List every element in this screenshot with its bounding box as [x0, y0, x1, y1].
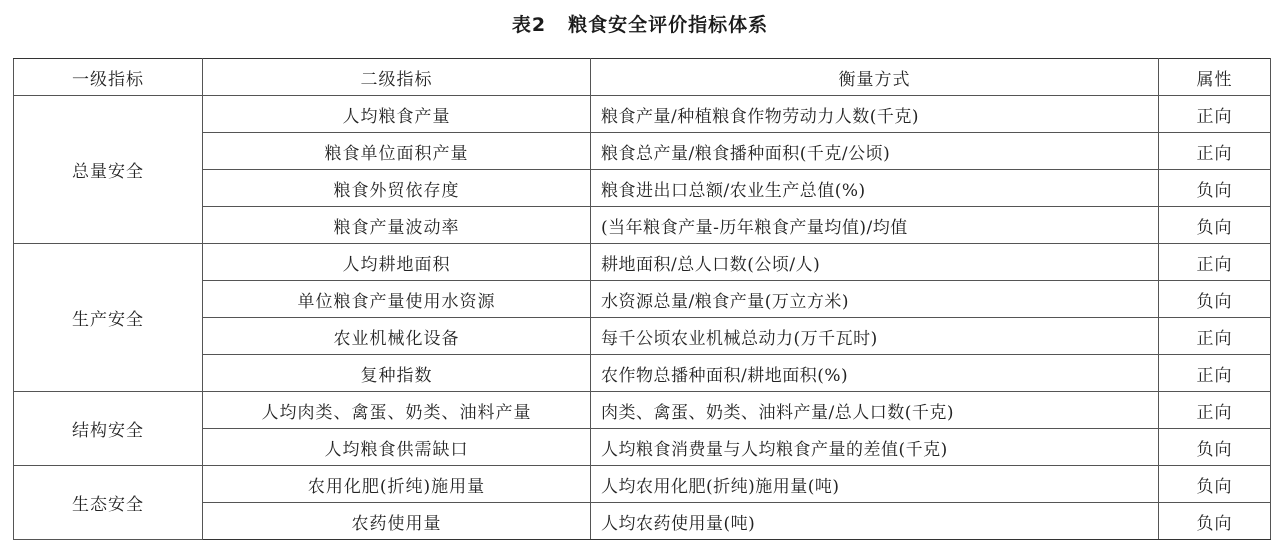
group-name-cell: 生态安全 — [14, 466, 203, 540]
indicator-cell: 粮食外贸依存度 — [203, 170, 591, 207]
table-number: 表2 — [511, 14, 547, 36]
measure-cell: 粮食进出口总额/农业生产总值(%) — [591, 170, 1159, 207]
measure-cell: 农作物总播种面积/耕地面积(%) — [591, 355, 1159, 392]
measure-cell: 人均粮食消费量与人均粮食产量的差值(千克) — [591, 429, 1159, 466]
indicator-cell: 农用化肥(折纯)施用量 — [203, 466, 591, 503]
group-name-cell: 总量安全 — [14, 96, 203, 244]
attribute-cell: 负向 — [1159, 466, 1271, 503]
measure-cell: 人均农用化肥(折纯)施用量(吨) — [591, 466, 1159, 503]
attribute-cell: 正向 — [1159, 133, 1271, 170]
attribute-cell: 正向 — [1159, 244, 1271, 281]
attribute-cell: 负向 — [1159, 207, 1271, 244]
indicator-cell: 农业机械化设备 — [203, 318, 591, 355]
measure-cell: 粮食产量/种植粮食作物劳动力人数(千克) — [591, 96, 1159, 133]
table-title: 粮食安全评价指标体系 — [568, 14, 769, 36]
measure-cell: (当年粮食产量-历年粮食产量均值)/均值 — [591, 207, 1159, 244]
attribute-cell: 负向 — [1159, 170, 1271, 207]
attribute-cell: 正向 — [1159, 318, 1271, 355]
attribute-cell: 负向 — [1159, 281, 1271, 318]
attribute-cell: 负向 — [1159, 429, 1271, 466]
group-name-cell: 结构安全 — [14, 392, 203, 466]
attribute-cell: 正向 — [1159, 355, 1271, 392]
indicator-cell: 人均肉类、禽蛋、奶类、油料产量 — [203, 392, 591, 429]
indicator-cell: 人均粮食产量 — [203, 96, 591, 133]
header-level1: 一级指标 — [14, 59, 203, 96]
measure-cell: 肉类、禽蛋、奶类、油料产量/总人口数(千克) — [591, 392, 1159, 429]
measure-cell: 耕地面积/总人口数(公顷/人) — [591, 244, 1159, 281]
attribute-cell: 负向 — [1159, 503, 1271, 540]
indicator-cell: 人均粮食供需缺口 — [203, 429, 591, 466]
measure-cell: 人均农药使用量(吨) — [591, 503, 1159, 540]
measure-cell: 每千公顷农业机械总动力(万千瓦时) — [591, 318, 1159, 355]
table-row — [14, 281, 1271, 318]
measure-cell: 水资源总量/粮食产量(万立方米) — [591, 281, 1159, 318]
table-row — [14, 244, 1271, 281]
indicator-cell: 单位粮食产量使用水资源 — [203, 281, 591, 318]
table-row — [14, 355, 1271, 392]
table-row — [14, 429, 1271, 466]
table-row — [14, 503, 1271, 540]
indicator-cell: 农药使用量 — [203, 503, 591, 540]
table-row — [14, 207, 1271, 244]
table-row — [14, 318, 1271, 355]
table-row — [14, 466, 1271, 503]
indicator-cell: 复种指数 — [203, 355, 591, 392]
header-measure: 衡量方式 — [591, 59, 1159, 96]
attribute-cell: 正向 — [1159, 392, 1271, 429]
table-caption — [0, 10, 1280, 37]
group-name-cell: 生产安全 — [14, 244, 203, 392]
measure-cell: 粮食总产量/粮食播种面积(千克/公顷) — [591, 133, 1159, 170]
attribute-cell: 正向 — [1159, 96, 1271, 133]
indicator-table — [13, 58, 1271, 540]
table-row — [14, 392, 1271, 429]
indicator-cell: 粮食单位面积产量 — [203, 133, 591, 170]
header-level2: 二级指标 — [203, 59, 591, 96]
table-row — [14, 96, 1271, 133]
indicator-cell: 粮食产量波动率 — [203, 207, 591, 244]
table-row — [14, 170, 1271, 207]
table-header-row — [14, 59, 1271, 96]
header-attribute: 属性 — [1159, 59, 1271, 96]
indicator-cell: 人均耕地面积 — [203, 244, 591, 281]
table-row — [14, 133, 1271, 170]
